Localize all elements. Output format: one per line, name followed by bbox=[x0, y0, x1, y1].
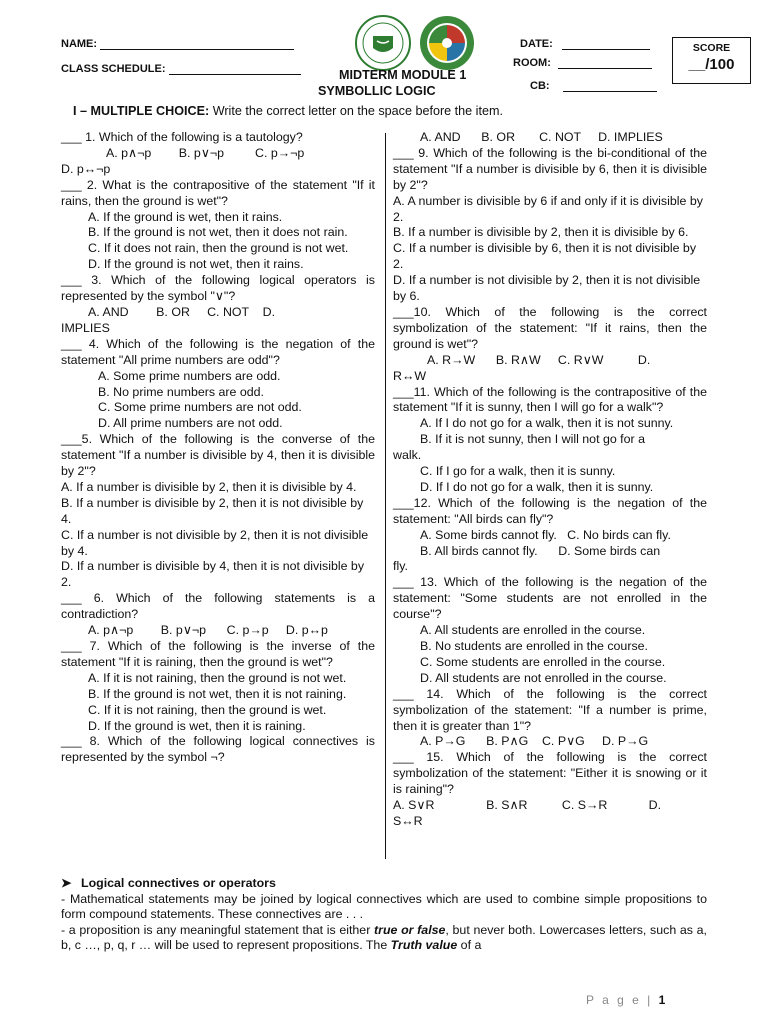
page-footer bbox=[586, 993, 665, 1007]
school-seal-logo bbox=[354, 14, 412, 72]
room-label: ROOM: bbox=[513, 57, 551, 69]
arrow-bullet-icon: ➤ bbox=[61, 876, 72, 890]
q2-choice-a: A. If the ground is wet, then it rains. bbox=[88, 209, 283, 224]
class-schedule-field[interactable] bbox=[61, 62, 301, 75]
q2-choice-d: D. If the ground is not wet, then it rains. bbox=[88, 257, 304, 272]
q12-stem: ___12. Which of the following is the negation of the statement: "All birds can fly"? bbox=[393, 495, 707, 526]
class-schedule-label: CLASS SCHEDULE: bbox=[61, 63, 166, 75]
university-gear-logo bbox=[418, 14, 476, 72]
score-value: __/100 bbox=[688, 56, 735, 73]
q3-stem: ___ 3. Which of the following logical operators is represented by the symbol "∨"? bbox=[61, 273, 375, 304]
q13-choice-c: C. Some students are enrolled in the course. bbox=[420, 654, 666, 669]
q11-choice-b-cont: walk. bbox=[393, 448, 422, 463]
page-separator: | bbox=[641, 993, 659, 1007]
q10-choice-d-cont: R↔W bbox=[393, 368, 427, 383]
class-schedule-line bbox=[169, 62, 301, 75]
name-label: NAME: bbox=[61, 38, 98, 50]
instructions-text: Write the correct letter on the space before the item. bbox=[209, 104, 503, 118]
q1-choice-d: D. p↔¬p bbox=[61, 161, 111, 176]
q2-choice-b: B. If the ground is not wet, then it does not rain. bbox=[88, 225, 348, 240]
cb-line bbox=[563, 79, 657, 92]
q5-choice-d: D. If a number is divisible by 4, then it is not divisible by 2. bbox=[61, 559, 365, 590]
date-line bbox=[562, 37, 650, 50]
logical-connectives-section bbox=[61, 876, 707, 954]
q14-stem: ___ 14. Which of the following is the correct symbolization of the statement: "If a number is prime, then it is greater than 1"? bbox=[393, 686, 707, 733]
q7-choice-d: D. If the ground is wet, then it is raining. bbox=[88, 718, 306, 733]
q13-stem: ___ 13. Which of the following is the negation of the statement: "Some students are not enrolled in the course"? bbox=[393, 575, 707, 622]
page-label: P a g e bbox=[586, 993, 642, 1007]
date-label: DATE: bbox=[520, 38, 553, 50]
q10-choices: A. R→W B. R∧W C. R∨W D. bbox=[427, 352, 651, 367]
page-number: 1 bbox=[658, 993, 666, 1007]
q2-choice-c: C. If it does not rain, then the ground is not wet. bbox=[88, 241, 349, 256]
q9-choice-c: C. If a number is divisible by 6, then it is not divisible by 2. bbox=[393, 241, 697, 272]
cb-label: CB: bbox=[530, 80, 550, 92]
q11-choice-d: D. If I do not go for a walk, then it is sunny. bbox=[420, 479, 654, 494]
q12-choice-d-cont: fly. bbox=[393, 559, 408, 574]
room-field[interactable] bbox=[513, 56, 652, 69]
q15-choice-d-cont: S↔R bbox=[393, 813, 423, 828]
q15-choices: A. S∨R B. S∧R C. S→R D. bbox=[393, 798, 662, 813]
name-field[interactable] bbox=[61, 37, 294, 50]
q1-choices: A. p∧¬p B. p∨¬p C. p→¬p bbox=[106, 145, 305, 160]
q13-choice-a: A. All students are enrolled in the course. bbox=[420, 623, 646, 638]
q4-choice-a: A. Some prime numbers are odd. bbox=[98, 368, 281, 383]
score-box[interactable] bbox=[672, 37, 751, 84]
instructions bbox=[73, 104, 503, 118]
q4-choice-d: D. All prime numbers are not odd. bbox=[98, 416, 283, 431]
q4-choice-c: C. Some prime numbers are not odd. bbox=[98, 400, 302, 415]
q5-choice-b: B. If a number is divisible by 2, then it is not divisible by 4. bbox=[61, 495, 364, 526]
q14-choices: A. P→G B. P∧G C. P∨G D. P→G bbox=[420, 734, 649, 749]
q13-choice-b: B. No students are enrolled in the course. bbox=[420, 639, 648, 653]
q12-choices-ac: A. Some birds cannot fly. C. No birds can fly. bbox=[420, 527, 671, 542]
para2-text-c: of a bbox=[457, 938, 482, 953]
q13-choice-d: D. All students are not enrolled in the course. bbox=[420, 670, 667, 685]
q3-choices: A. AND B. OR C. NOT D. bbox=[88, 304, 276, 319]
q8-choices: A. AND B. OR C. NOT D. IMPLIES bbox=[420, 130, 663, 144]
q3-choice-d-cont: IMPLIES bbox=[61, 320, 110, 335]
q5-stem: ___5. Which of the following is the converse of the statement "If a number is divisible by 4, then it is divisible by 2"? bbox=[61, 432, 375, 479]
q11-choice-c: C. If I go for a walk, then it is sunny. bbox=[420, 464, 616, 479]
cb-field[interactable] bbox=[530, 79, 657, 92]
q7-choice-a: A. If it is not raining, then the ground is not wet. bbox=[88, 670, 347, 685]
date-field[interactable] bbox=[520, 37, 650, 50]
q9-choice-a: A. A number is divisible by 6 if and only if it is divisible by 2. bbox=[393, 193, 703, 224]
q11-choice-b: B. If it is not sunny, then I will not go for a bbox=[420, 432, 645, 447]
q7-stem: ___ 7. Which of the following is the inverse of the statement "If it is raining, then the ground is wet"? bbox=[61, 639, 375, 669]
q7-choice-c: C. If it is not raining, then the ground is wet. bbox=[88, 702, 327, 717]
q6-choices: A. p∧¬p B. p∨¬p C. p→p D. p↔p bbox=[88, 623, 328, 638]
q10-stem: ___10. Which of the following is the correct symbolization of the statement: "If it rains, then the ground is wet"? bbox=[393, 304, 707, 351]
q4-stem: ___ 4. Which of the following is the negation of the statement "All prime numbers are odd"? bbox=[61, 336, 375, 367]
q6-stem: ___ 6. Which of the following statements is a contradiction? bbox=[61, 591, 375, 622]
para2-text-b: , but never both. Lowercases letters, such as a, b, c …, p, q, r … will be used to represent propositions. The bbox=[61, 922, 707, 953]
q5-choice-a: A. If a number is divisible by 2, then it is divisible by 4. bbox=[61, 479, 357, 494]
q15-stem: ___ 15. Which of the following is the correct symbolization of the statement: "Either it is snowing or it is raining"? bbox=[393, 750, 707, 797]
module-title: MIDTERM MODULE 1 bbox=[339, 68, 467, 82]
para2-emphasis-2: Truth value bbox=[390, 938, 458, 953]
q12-choices-bd: B. All birds cannot fly. D. Some birds can bbox=[420, 543, 661, 558]
q9-stem: ___ 9. Which of the following is the bi-conditional of the statement "If a number is divisible by 6, then it is divisible by 2"? bbox=[393, 145, 707, 192]
name-line bbox=[100, 37, 294, 50]
q11-choice-a: A. If I do not go for a walk, then it is not sunny. bbox=[420, 416, 674, 431]
q9-choice-d: D. If a number is not divisible by 2, then it is not divisible by 6. bbox=[393, 273, 701, 304]
q7-choice-b: B. If the ground is not wet, then it is not raining. bbox=[88, 686, 347, 701]
module-subtitle: SYMBOLLIC LOGIC bbox=[318, 84, 436, 98]
q4-choice-b: B. No prime numbers are odd. bbox=[98, 384, 264, 399]
right-column bbox=[393, 130, 707, 830]
q9-choice-b: B. If a number is divisible by 2, then it is divisible by 6. bbox=[393, 225, 689, 240]
column-divider bbox=[385, 133, 386, 859]
room-line bbox=[558, 56, 652, 69]
q1-stem: ___ 1. Which of the following is a tautology? bbox=[61, 130, 303, 144]
para2-text-a: - a proposition is any meaningful statement that is either bbox=[61, 922, 375, 937]
q2-stem: ___ 2. What is the contrapositive of the statement "If it rains, then the ground is wet"? bbox=[61, 177, 375, 208]
left-column bbox=[61, 130, 375, 766]
q5-choice-c: C. If a number is not divisible by 2, then it is not divisible by 4. bbox=[61, 527, 369, 558]
section-heading: Logical connectives or operators bbox=[81, 876, 276, 890]
para2-emphasis: true or false bbox=[374, 922, 446, 937]
instructions-heading: I – MULTIPLE CHOICE: bbox=[73, 104, 210, 118]
score-label: SCORE bbox=[692, 42, 731, 54]
section-paragraph-1: - Mathematical statements may be joined by logical connectives which are used to combine simple propositions to form compound statements. These connectives are . . . bbox=[61, 891, 707, 922]
section-paragraph-2 bbox=[61, 923, 707, 954]
q11-stem: ___11. Which of the following is the contrapositive of the statement "If it is sunny, then I will go for a walk"? bbox=[393, 384, 707, 415]
section-heading-row bbox=[61, 876, 707, 892]
q8-stem: ___ 8. Which of the following logical connectives is represented by the symbol ¬? bbox=[61, 734, 375, 765]
